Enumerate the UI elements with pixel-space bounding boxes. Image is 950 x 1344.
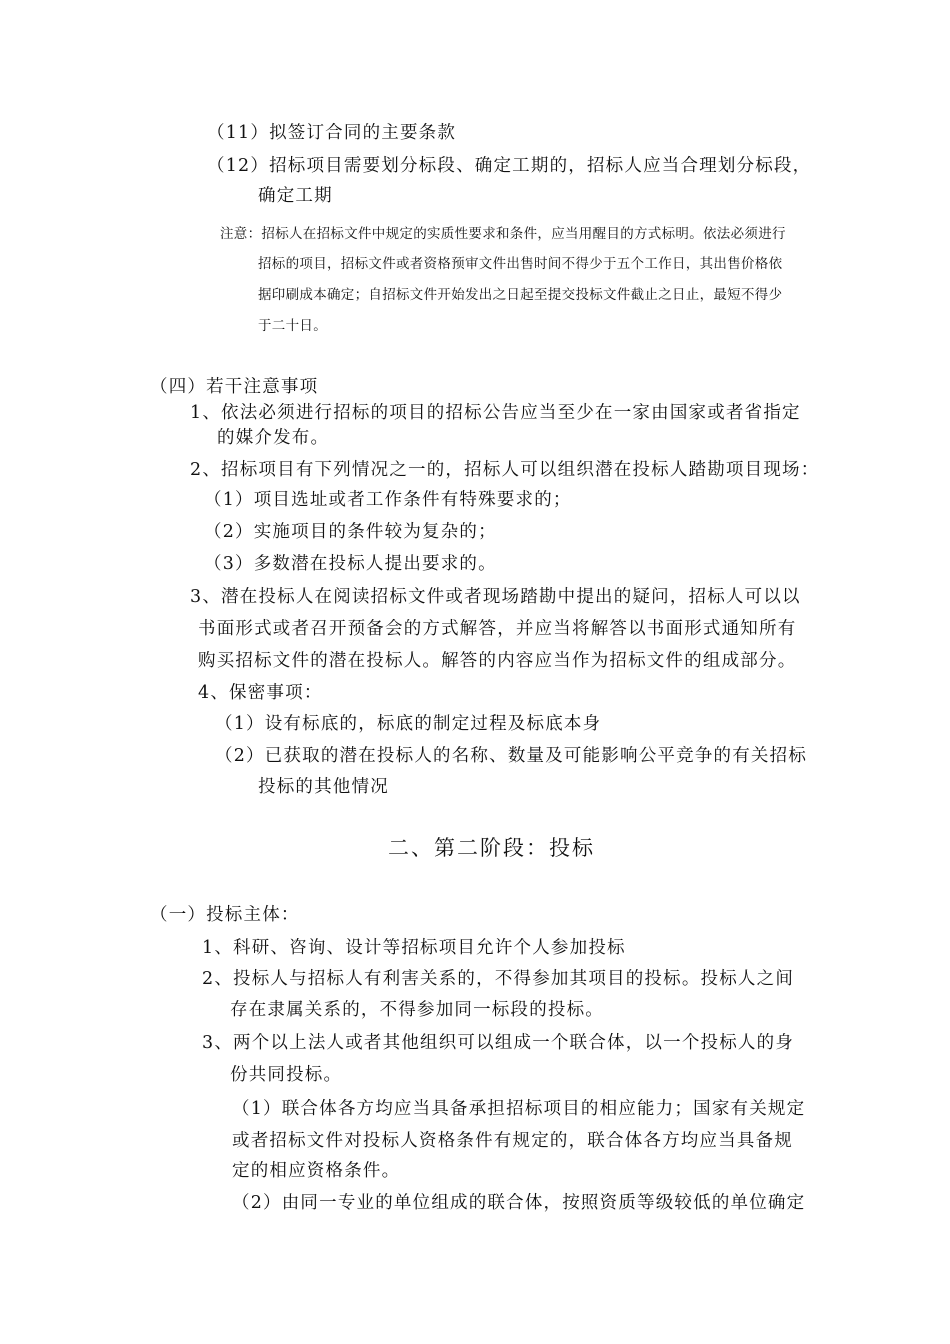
paragraph-2: 2、招标项目有下列情况之一的，招标人可以组织潜在投标人踏勘项目现场： xyxy=(190,460,820,480)
sub-item-1: （1）项目选址或者工作条件有特殊要求的； xyxy=(204,490,572,510)
paragraph-3: 3、潜在投标人在阅读招标文件或者现场踏勘中提出的疑问，招标人可以以 xyxy=(190,587,801,607)
paragraph-1-cont: 的媒介发布。 xyxy=(217,428,330,448)
sub-item-2: （2）实施项目的条件较为复杂的； xyxy=(204,522,497,542)
bidder-item-3: 3、两个以上法人或者其他组织可以组成一个联合体，以一个投标人的身 xyxy=(202,1033,795,1053)
consortium-item-1-cont-1: 或者招标文件对投标人资格条件有规定的，联合体各方均应当具备规 xyxy=(232,1131,793,1151)
paragraph-4: 4、保密事项： xyxy=(198,683,323,703)
consortium-item-2: （2）由同一专业的单位组成的联合体，按照资质等级较低的单位确定 xyxy=(232,1193,806,1213)
paragraph-1: 1、依法必须进行招标的项目的招标公告应当至少在一家由国家或者省指定 xyxy=(190,403,801,423)
bidder-item-2: 2、投标人与招标人有利害关系的，不得参加其项目的投标。投标人之间 xyxy=(202,969,795,989)
paragraph-3-cont-2: 购买招标文件的潜在投标人。解答的内容应当作为招标文件的组成部分。 xyxy=(198,651,797,671)
bidder-item-2-cont: 存在隶属关系的，不得参加同一标段的投标。 xyxy=(230,1000,604,1020)
list-item-12-cont: 确定工期 xyxy=(258,186,333,206)
consortium-item-1-cont-2: 定的相应资格条件。 xyxy=(232,1161,401,1181)
chapter-heading: 二、第二阶段：投标 xyxy=(388,836,595,860)
note-line-2: 招标的项目，招标文件或者资格预审文件出售时间不得少于五个工作日，其出售价格依 xyxy=(258,256,783,272)
confidential-item-2: （2）已获取的潜在投标人的名称、数量及可能影响公平竞争的有关招标 xyxy=(215,746,808,766)
confidential-item-1: （1）设有标底的，标底的制定过程及标底本身 xyxy=(215,714,602,734)
confidential-item-2-cont: 投标的其他情况 xyxy=(258,777,389,797)
note-line-3: 据印刷成本确定；自招标文件开始发出之日起至提交投标文件截止之日止，最短不得少 xyxy=(258,287,783,303)
note-line-1: 注意：招标人在招标文件中规定的实质性要求和条件，应当用醒目的方式标明。依法必须进行 xyxy=(220,226,786,242)
list-item-12: （12）招标项目需要划分标段、确定工期的，招标人应当合理划分标段， xyxy=(207,156,812,176)
note-line-4: 于二十日。 xyxy=(258,318,327,334)
section-heading-4: （四）若干注意事项 xyxy=(150,377,319,397)
section-heading-1: （一）投标主体： xyxy=(150,905,300,925)
paragraph-3-cont-1: 书面形式或者召开预备会的方式解答，并应当将解答以书面形式通知所有 xyxy=(198,619,797,639)
list-item-11: （11）拟签订合同的主要条款 xyxy=(207,123,457,143)
sub-item-3: （3）多数潜在投标人提出要求的。 xyxy=(204,554,497,574)
bidder-item-1: 1、科研、咨询、设计等招标项目允许个人参加投标 xyxy=(202,938,626,958)
bidder-item-3-cont: 份共同投标。 xyxy=(230,1065,343,1085)
consortium-item-1: （1）联合体各方均应当具备承担招标项目的相应能力；国家有关规定 xyxy=(232,1099,806,1119)
